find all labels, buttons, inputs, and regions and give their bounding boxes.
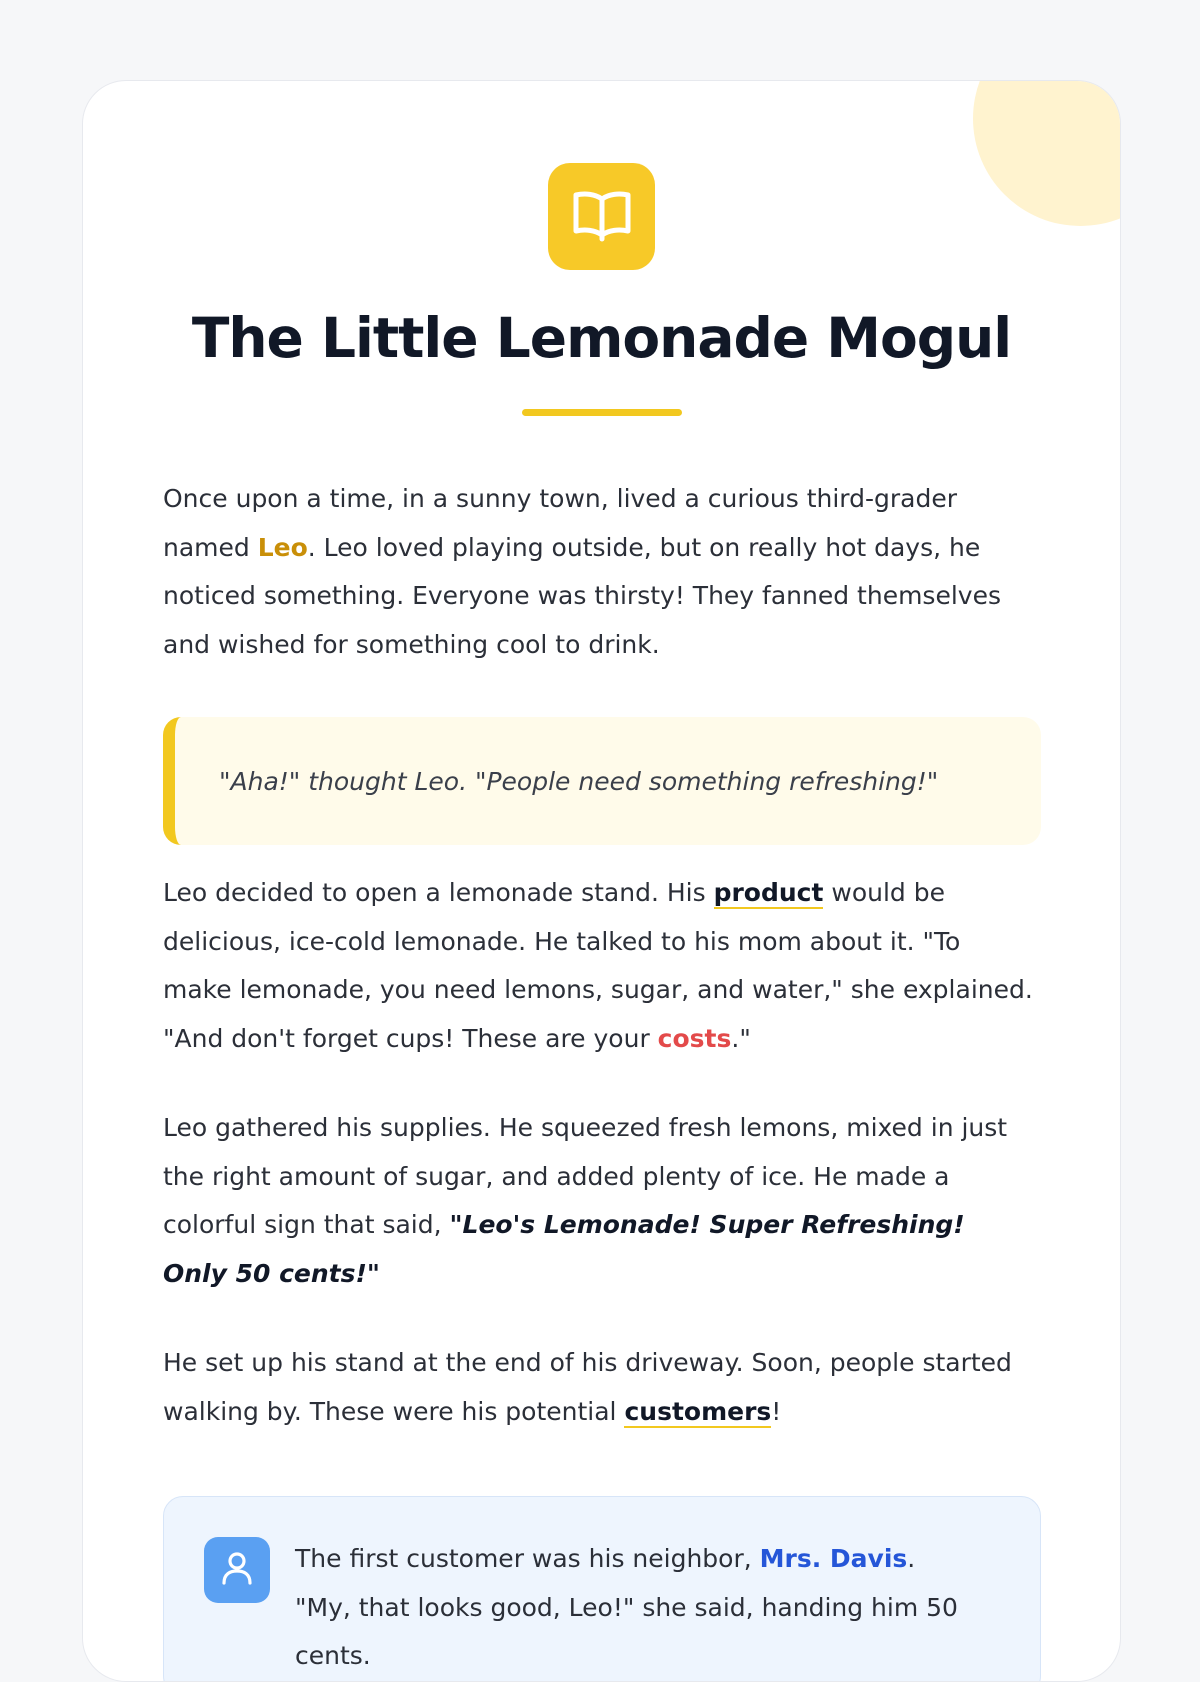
paragraph-text: Once upon a time, in a sunny town, lived a curious third-grader named <box>163 484 958 562</box>
paragraph-text: The first customer was his neighbor, <box>295 1544 760 1573</box>
paragraph-text: Leo gathered his supplies. He squeezed fresh lemons, mixed in just the right amount of sugar, and added plenty of ice. He made a colorful sign that said, <box>163 1113 1008 1239</box>
customer-callout-text <box>295 1535 995 1681</box>
decorative-circle <box>973 80 1121 226</box>
paragraph-text: ." <box>731 1023 751 1053</box>
paragraph-text: He set up his stand at the end of his driveway. Soon, people started walking by. These were his potential <box>163 1348 1012 1426</box>
title-underline <box>522 409 682 416</box>
open-book-icon <box>571 187 633 247</box>
story-card <box>82 80 1121 1682</box>
paragraph-text: Leo decided to open a lemonade stand. His <box>163 878 714 907</box>
paragraph-text: . <box>907 1544 916 1573</box>
quote-text: "Aha!" thought Leo. "People need something refreshing!" <box>219 766 939 796</box>
highlight-name-leo: Leo <box>257 532 308 562</box>
keyword-costs: costs <box>657 1023 732 1053</box>
paragraph-text: would be delicious, ice-cold lemonade. He talked to his mom about it. "To make lemonade, you need lemons, sugar, and water," she explained. "And don't forget cups! These are your <box>163 878 1033 1053</box>
story-title: The Little Lemonade Mogul <box>191 306 1012 370</box>
keyword-product: product <box>713 878 824 907</box>
paragraph-text: . Leo loved playing outside, but on really hot days, he noticed something. Everyone was thirsty! They fanned themselves and wished for something cool to drink. <box>163 532 1001 659</box>
quote-callout <box>163 717 1041 845</box>
paragraph-text: "My, that looks good, Leo!" she said, handing him 50 cents. <box>295 1592 958 1670</box>
person-icon <box>220 1550 254 1590</box>
highlight-name-mrs-davis: Mrs. Davis <box>759 1544 908 1573</box>
paragraph-customers <box>163 1339 1033 1436</box>
paragraph-product <box>163 869 1033 1063</box>
paragraph-supplies <box>163 1104 1033 1298</box>
keyword-customers: customers <box>624 1396 772 1426</box>
paragraph-intro <box>163 475 1033 669</box>
book-badge <box>548 163 655 270</box>
customer-callout <box>163 1496 1041 1682</box>
sign-text: "Leo's Lemonade! Super Refreshing! Only 50 cents!" <box>163 1210 965 1288</box>
person-badge <box>204 1537 270 1603</box>
paragraph-text: ! <box>771 1396 782 1426</box>
